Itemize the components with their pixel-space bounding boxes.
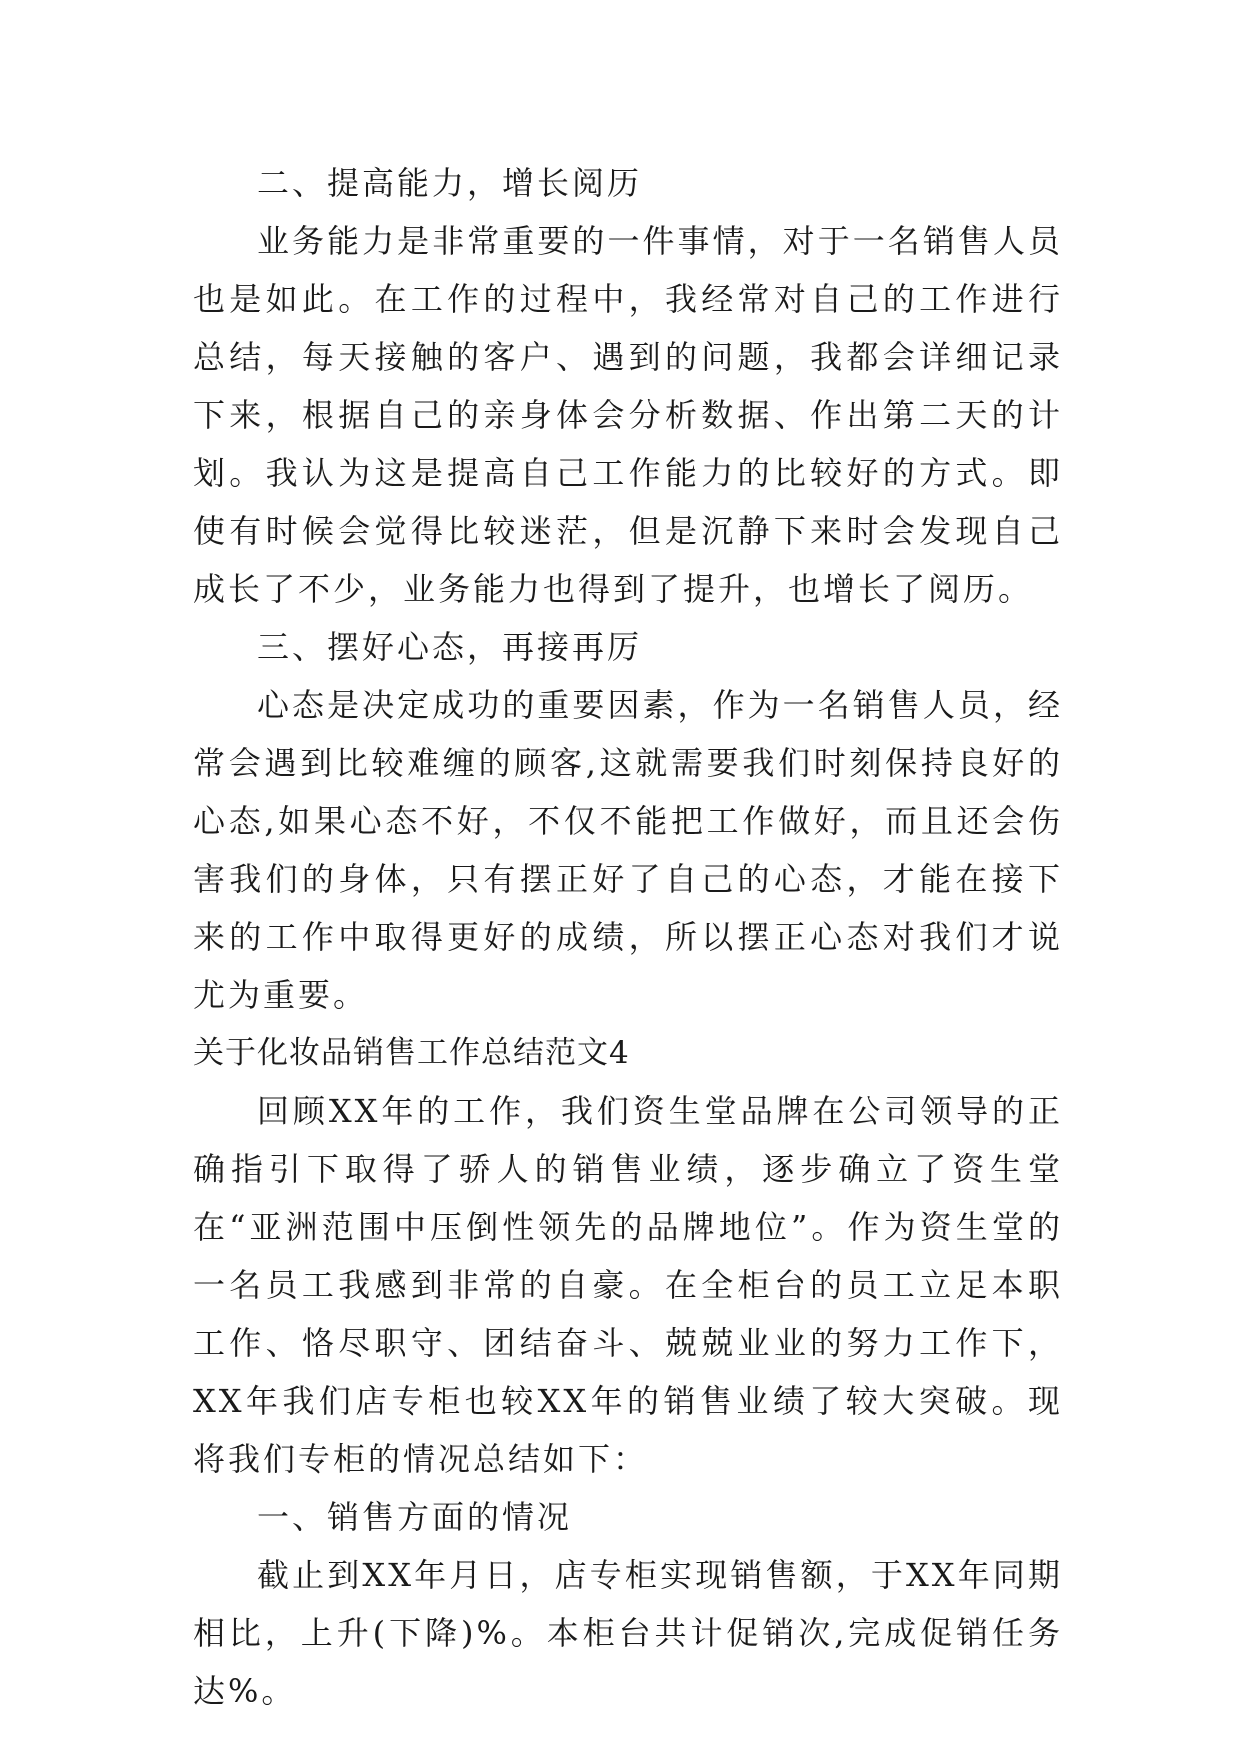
section-heading-2: 二、提高能力，增长阅历 — [257, 164, 643, 202]
section-paragraph-3: 心态是决定成功的重要因素，作为一名销售人员，经常会遇到比较难缠的顾客,这就需要我们时刻保持良好的心态,如果心态不好，不仅不能把工作做好，而且还会伤害我们的身体，只有摆正好了自己的心态，才能在接下来的工作中取得更好的成绩，所以摆正心态对我们才说尤为重要。 — [193, 686, 1063, 1014]
section-heading-3: 三、摆好心态，再接再厉 — [257, 628, 643, 666]
document-body — [193, 154, 1063, 1720]
article-section-heading-1: 一、销售方面的情况 — [257, 1498, 573, 1536]
article-intro-paragraph: 回顾XX年的工作，我们资生堂品牌在公司领导的正确指引下取得了骄人的销售业绩，逐步确立了资生堂在“亚洲范围中压倒性领先的品牌地位”。作为资生堂的一名员工我感到非常的自豪。在全柜台的员工立足本职工作、恪尽职守、团结奋斗、兢兢业业的努力工作下，XX年我们店专柜也较XX年的销售业绩了较大突破。现将我们专柜的情况总结如下： — [193, 1092, 1063, 1478]
article-section-paragraph-1: 截止到XX年月日，店专柜实现销售额，于XX年同期相比，上升(下降)%。本柜台共计促销次,完成促销任务达%。 — [193, 1556, 1063, 1710]
article-title: 关于化妆品销售工作总结范文4 — [193, 1035, 630, 1071]
section-paragraph-2: 业务能力是非常重要的一件事情，对于一名销售人员也是如此。在工作的过程中，我经常对自己的工作进行总结，每天接触的客户、遇到的问题，我都会详细记录下来，根据自己的亲身体会分析数据、作出第二天的计划。我认为这是提高自己工作能力的比较好的方式。即使有时候会觉得比较迷茫，但是沉静下来时会发现自己成长了不少，业务能力也得到了提升，也增长了阅历。 — [193, 222, 1063, 608]
